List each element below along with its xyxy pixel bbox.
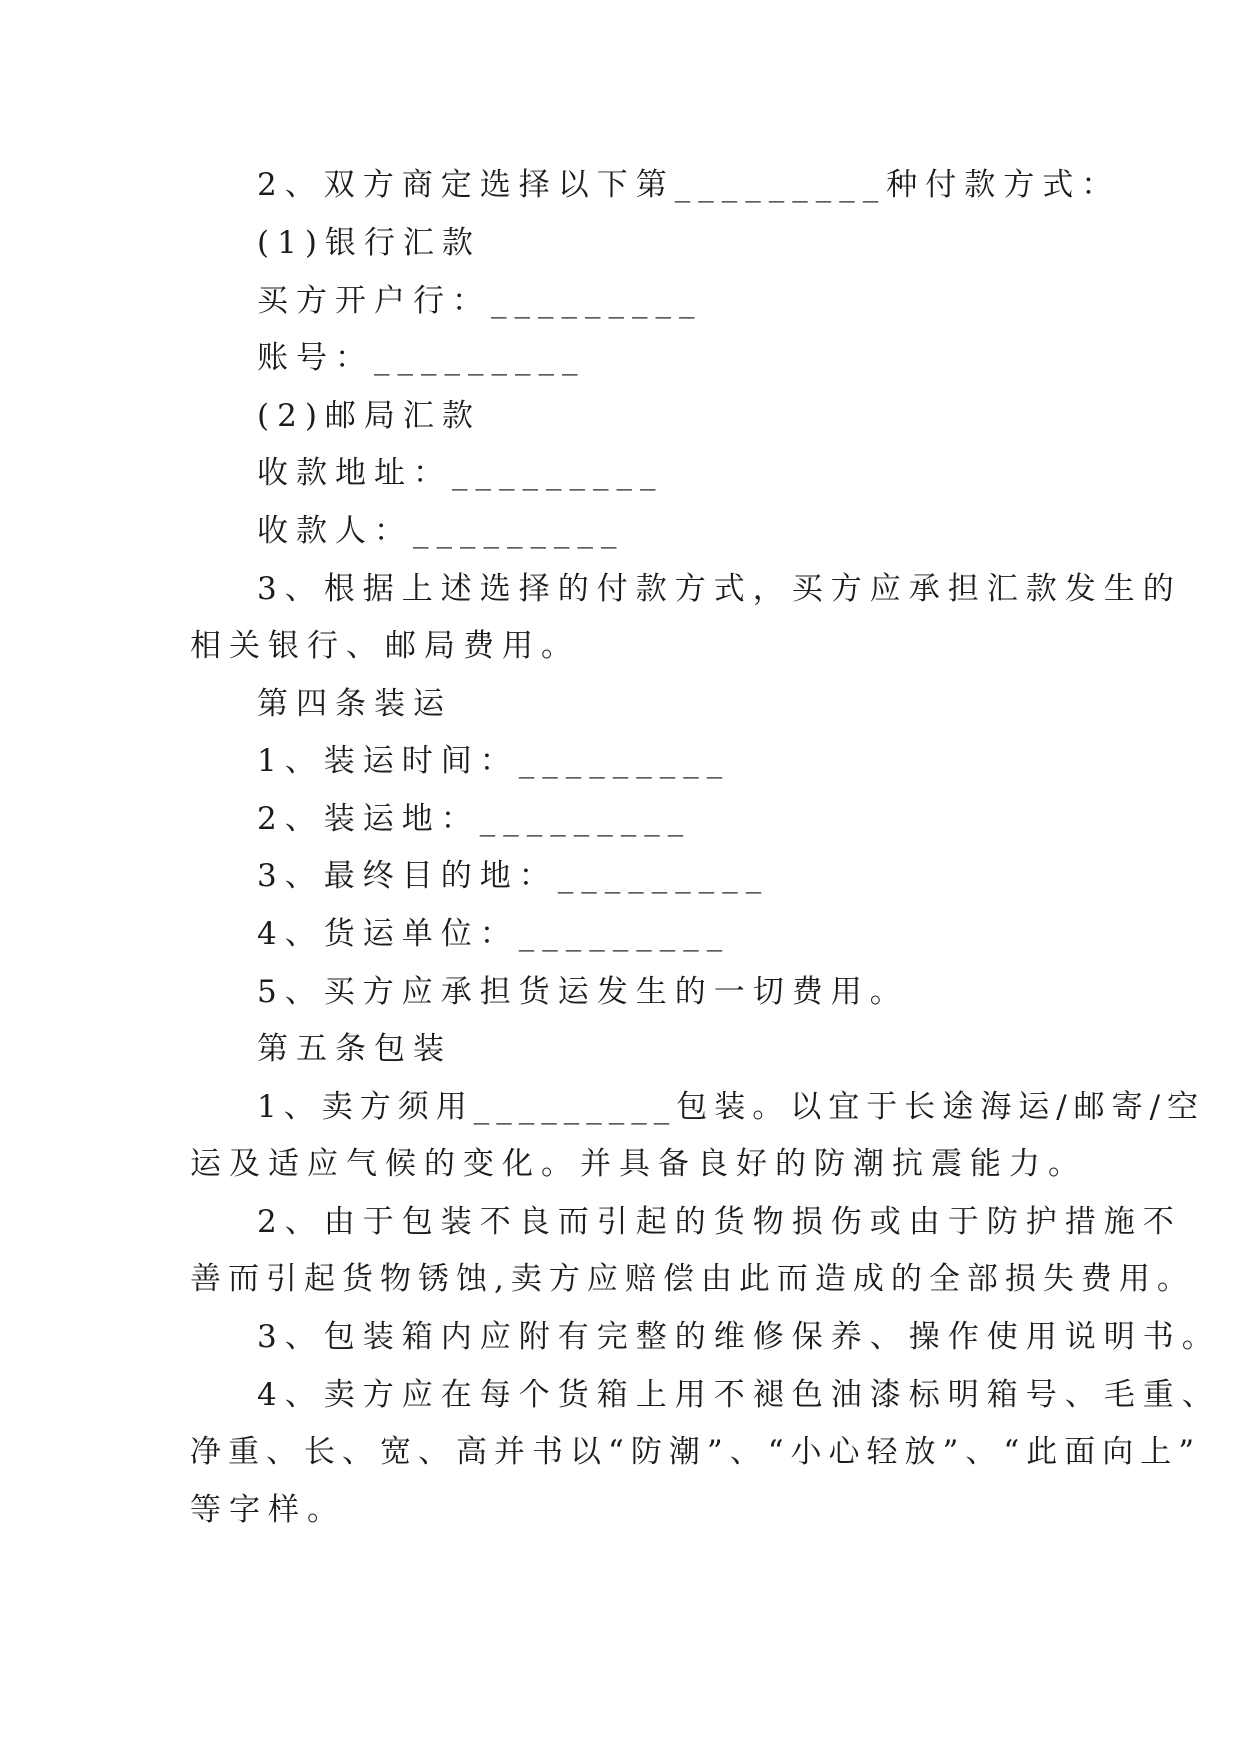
account-number-field: 账号：_________ (257, 340, 586, 376)
receiving-address-field: 收款地址：_________ (257, 455, 664, 491)
article-four-heading: 第四条装运 (257, 686, 452, 722)
packaging-clause-line-2: 运及适应气候的变化。并具备良好的防潮抗震能力。 (190, 1146, 1087, 1182)
shipping-time-field: 1、装运时间：_________ (257, 743, 731, 779)
manual-clause: 3、包装箱内应附有完整的维修保养、操作使用说明书。 (257, 1319, 1221, 1355)
shipping-place-field: 2、装运地：_________ (257, 801, 692, 837)
bank-transfer-heading: (1)银行汇款 (257, 225, 481, 261)
damage-clause-line-2: 善而引起货物锈蚀,卖方应赔偿由此而造成的全部损失费用。 (190, 1261, 1195, 1297)
fee-clause-line-2: 相关银行、邮局费用。 (190, 628, 580, 664)
marking-clause-line-1: 4、卖方应在每个货箱上用不褪色油漆标明箱号、毛重、 (257, 1377, 1221, 1413)
carrier-field: 4、货运单位：_________ (257, 916, 731, 952)
damage-clause-line-1: 2、由于包装不良而引起的货物损伤或由于防护措施不 (257, 1204, 1182, 1240)
marking-clause-line-2: 净重、长、宽、高并书以“防潮”、“小心轻放”、“此面向上” (190, 1434, 1202, 1470)
payment-method-choice: 2、双方商定选择以下第_________种付款方式： (257, 167, 1121, 203)
final-destination-field: 3、最终目的地：_________ (257, 858, 770, 894)
postal-transfer-heading: (2)邮局汇款 (257, 398, 481, 434)
buyer-bank-field: 买方开户行：_________ (257, 283, 703, 319)
marking-clause-line-3: 等字样。 (190, 1492, 346, 1528)
article-five-heading: 第五条包装 (257, 1031, 452, 1067)
fee-clause-line-1: 3、根据上述选择的付款方式，买方应承担汇款发生的 (257, 571, 1182, 607)
packaging-clause-line-1: 1、卖方须用_________包装。以宜于长途海运/邮寄/空 (257, 1089, 1206, 1125)
freight-cost-clause: 5、买方应承担货运发生的一切费用。 (257, 974, 909, 1010)
payee-field: 收款人：_________ (257, 513, 625, 549)
